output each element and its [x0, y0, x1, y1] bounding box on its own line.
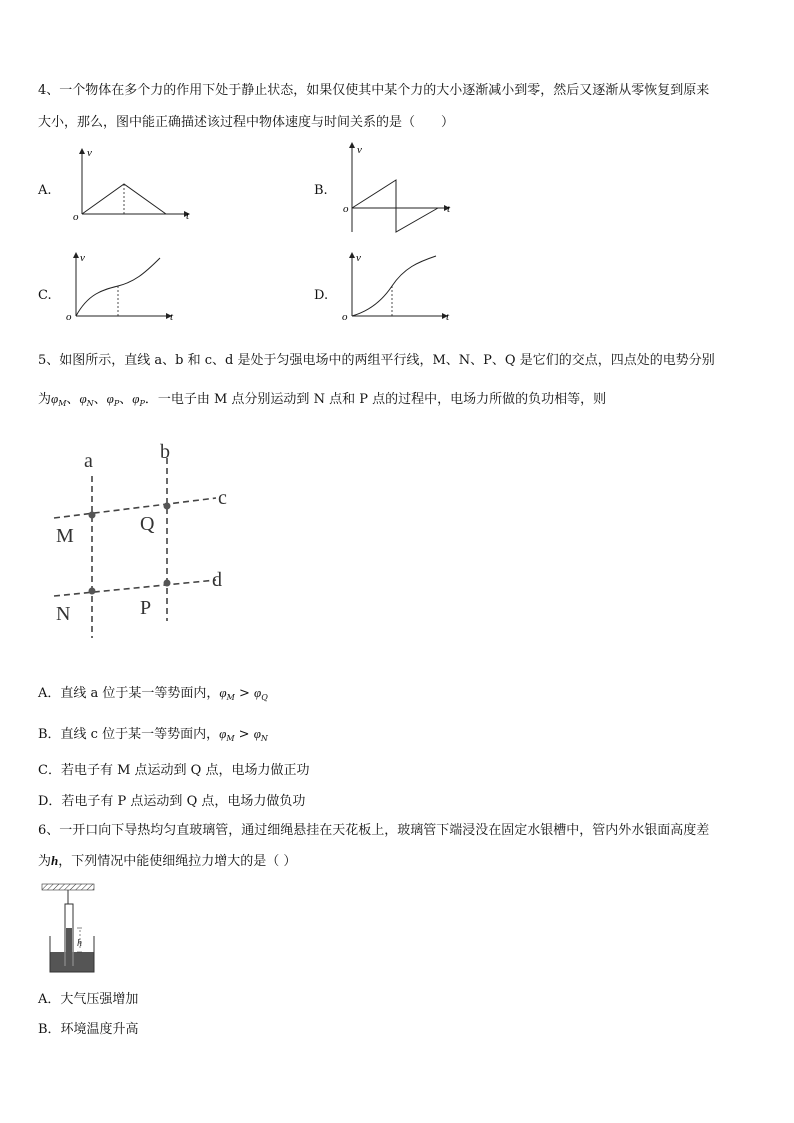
origin-label: o — [342, 311, 348, 323]
line-a-label: a — [84, 450, 93, 472]
q5-line1: 5、如图所示，直线 a、b 和 c、d 是处于匀强电场中的两组平行线，M、N、P、Q 是它们的交点，四点处的电势分别 — [38, 353, 715, 368]
q4-graph-a — [60, 146, 200, 226]
line-c-label: c — [218, 487, 227, 509]
q6-tube-diagram — [40, 880, 110, 980]
line-d-label: d — [212, 569, 222, 591]
q6-option-b: B．环境温度升高 — [38, 1022, 139, 1037]
origin-label: o — [66, 311, 72, 323]
v-axis-label: v — [356, 252, 361, 264]
q5-line2: 为$\varphi_M$、$\varphi_N$、$\varphi_P$、$\varphi_P$．一电子由 M 点分别运动到 N 点和 P 点的过程中，电场力所做的负功相等，则 — [38, 391, 607, 408]
q5-option-b: B．直线 c 位于某一等势面内，$\varphi_M > \varphi_N$ — [38, 726, 268, 743]
q4-graph-d — [336, 250, 466, 326]
origin-label: o — [73, 211, 79, 223]
line-b-label: b — [160, 441, 170, 463]
q4-line2: 大小，那么，图中能正确描述该过程中物体速度与时间关系的是（ ） — [38, 115, 455, 130]
t-axis-label: t — [186, 210, 190, 222]
q6-line2: 为h，下列情况中能使细绳拉力增大的是（ ） — [38, 853, 297, 869]
q5-option-a: A．直线 a 位于某一等势面内，$\varphi_M > \varphi_Q$ — [38, 685, 268, 702]
t-axis-label: t — [446, 311, 450, 323]
origin-label: o — [343, 203, 349, 215]
t-axis-label: t — [447, 203, 451, 215]
q4-graph-c — [60, 250, 190, 326]
t-axis-label: t — [170, 311, 174, 323]
q6-line1: 6、一开口向下导热均匀直玻璃管，通过细绳悬挂在天花板上，玻璃管下端浸没在固定水银槽中，管内外水银面高度差 — [38, 823, 710, 838]
q4-option-c-label: C. — [38, 288, 52, 303]
height-label: h — [77, 938, 82, 949]
q4-line1: 4、一个物体在多个力的作用下处于静止状态，如果仅使其中某个力的大小逐渐减小到零，然后又逐渐从零恢复到原来 — [38, 83, 710, 98]
q5-field-diagram — [44, 436, 244, 646]
v-axis-label: v — [80, 252, 85, 264]
point-q-label: Q — [140, 513, 155, 535]
q4-option-b-label: B. — [314, 183, 328, 198]
point-p-label: P — [140, 597, 152, 619]
q5-option-d: D．若电子有 P 点运动到 Q 点，电场力做负功 — [38, 794, 306, 809]
v-axis-label: v — [357, 144, 362, 156]
q4-graph-b — [336, 140, 466, 240]
q5-option-c: C．若电子有 M 点运动到 Q 点，电场力做正功 — [38, 763, 310, 778]
q6-option-a: A．大气压强增加 — [38, 992, 139, 1007]
point-n-label: N — [56, 603, 71, 625]
q4-option-d-label: D. — [314, 288, 329, 303]
q4-option-a-label: A. — [38, 183, 52, 198]
v-axis-label: v — [87, 147, 92, 159]
point-m-label: M — [56, 525, 74, 547]
